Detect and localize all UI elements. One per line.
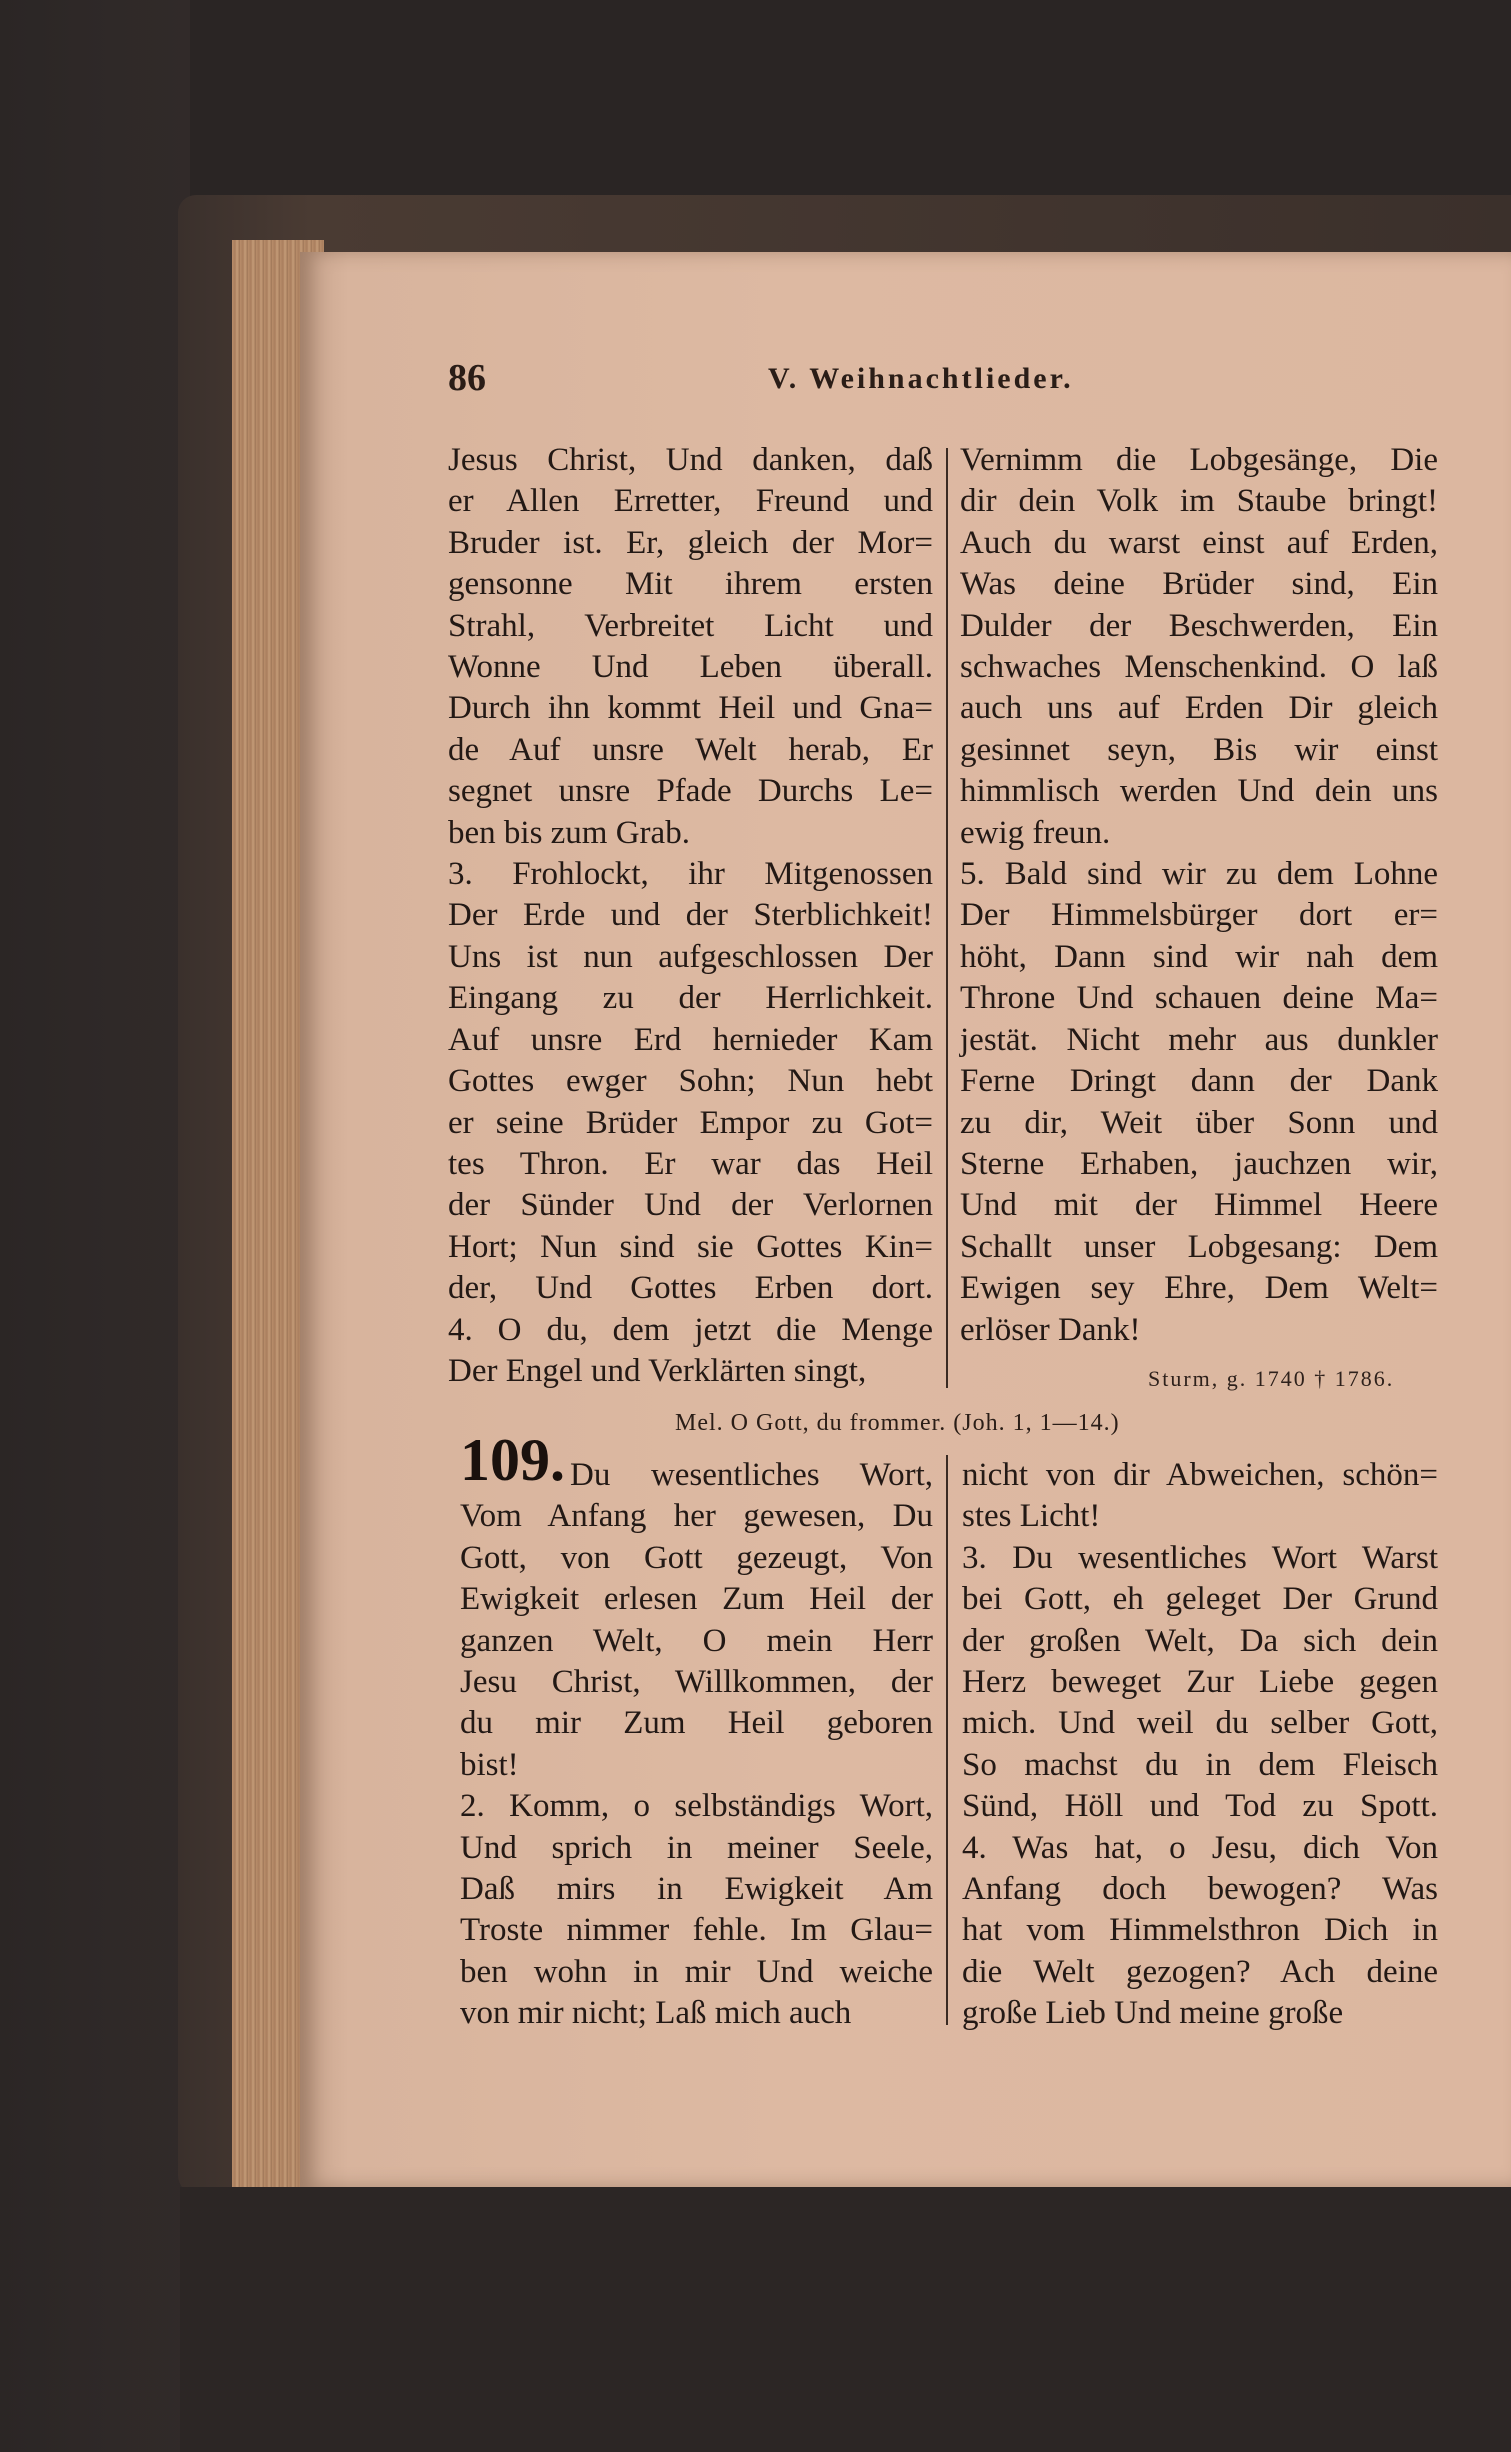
text-line: 2. Komm, o selbständigs Wort, [460, 1788, 933, 1825]
text-line: Wonne Und Leben überall. [448, 649, 933, 686]
text-line: Gottes ewger Sohn; Nun hebt [448, 1063, 933, 1100]
text-line: Strahl, Verbreitet Licht und [448, 607, 933, 644]
melody-line: Mel. O Gott, du frommer. (Joh. 1, 1—14.) [675, 1410, 1120, 1436]
text-line: Dulder der Beschwerden, Ein [960, 607, 1438, 644]
text-line: auch uns auf Erden Dir gleich [960, 690, 1438, 727]
column-divider-top [946, 448, 948, 1388]
text-line: Ewigen sey Ehre, Dem Welt= [960, 1270, 1438, 1307]
text-line: Und mit der Himmel Heere [960, 1187, 1438, 1224]
text-line: dir dein Volk im Staube bringt! [960, 483, 1438, 520]
text-line: Anfang doch bewogen? Was [962, 1871, 1438, 1908]
text-line: Der Engel und Verklärten singt, [448, 1352, 867, 1389]
text-line: ben bis zum Grab. [448, 814, 690, 851]
text-line: er seine Brüder Empor zu Got= [448, 1104, 933, 1141]
top-left-column [448, 440, 933, 1392]
backdrop [0, 0, 190, 2452]
text-line: der großen Welt, Da sich dein [962, 1622, 1438, 1659]
text-line: jestät. Nicht mehr aus dunkler [960, 1021, 1438, 1058]
text-line: Was deine Brüder sind, Ein [960, 566, 1438, 603]
text-line: Ferne Dringt dann der Dank [960, 1063, 1438, 1100]
text-line: erlöser Dank! [960, 1311, 1141, 1348]
text-line: 4. Was hat, o Jesu, dich Von [962, 1829, 1438, 1866]
text-line: Schallt unser Lobgesang: Dem [960, 1228, 1438, 1265]
text-line: große Lieb Und meine große [962, 1995, 1344, 2032]
text-line: Auch du warst einst auf Erden, [960, 524, 1438, 561]
text-line: Bruder ist. Er, gleich der Mor= [448, 524, 933, 561]
text-line: segnet unsre Pfade Durchs Le= [448, 773, 933, 810]
text-line: die Welt gezogen? Ach deine [962, 1953, 1438, 1990]
text-line: 4. O du, dem jetzt die Menge [448, 1311, 933, 1348]
text-line: nicht von dir Abweichen, schön= [962, 1457, 1438, 1493]
text-line: Und sprich in meiner Seele, [460, 1829, 933, 1866]
text-line: bei Gott, eh geleget Der Grund [962, 1581, 1438, 1618]
text-line: hat vom Himmelsthron Dich in [962, 1912, 1438, 1949]
text-line: Troste nimmer fehle. Im Glau= [460, 1912, 933, 1949]
text-line: 3. Frohlockt, ihr Mitgenossen [448, 856, 933, 893]
text-line: Vom Anfang her gewesen, Du [460, 1498, 933, 1535]
text-line: tes Thron. Er war das Heil [448, 1145, 933, 1182]
text-line: 5. Bald sind wir zu dem Lohne [960, 856, 1438, 893]
text-line: Uns ist nun aufgeschlossen Der [448, 938, 933, 975]
text-line: ewig freun. [960, 814, 1111, 851]
text-line: ganzen Welt, O mein Herr [460, 1622, 933, 1659]
text-line: So machst du in dem Fleisch [962, 1746, 1438, 1783]
text-line: Vernimm die Lobgesänge, Die [960, 442, 1438, 478]
text-line: ben wohn in mir Und weiche [460, 1953, 933, 1990]
text-line: du mir Zum Heil geboren [460, 1705, 933, 1742]
text-line: Der Himmelsbürger dort er= [960, 897, 1438, 934]
column-divider-bottom [946, 1455, 948, 2025]
text-line: Eingang zu der Herrlichkeit. [448, 980, 933, 1017]
text-line: bist! [460, 1746, 519, 1783]
backdrop-bottom [180, 2187, 1511, 2452]
text-line: Jesu Christ, Willkommen, der [460, 1664, 933, 1701]
text-line: stes Licht! [962, 1498, 1101, 1535]
text-line: der Sünder Und der Verlornen [448, 1187, 933, 1224]
text-line: Sünd, Höll und Tod zu Spott. [962, 1788, 1438, 1825]
hymn-number: 109. [460, 1427, 565, 1493]
text-line: Der Erde und der Sterblichkeit! [448, 897, 933, 934]
page-header [448, 356, 1438, 416]
text-line: de Auf unsre Welt herab, Er [448, 731, 933, 768]
text-line: Ewigkeit erlesen Zum Heil der [460, 1581, 933, 1618]
text-line: der, Und Gottes Erben dort. [448, 1270, 933, 1307]
text-line: von mir nicht; Laß mich auch [460, 1995, 852, 2032]
text-line: gesinnet seyn, Bis wir einst [960, 731, 1438, 768]
text-line: zu dir, Weit über Sonn und [960, 1104, 1438, 1141]
text-line: Auf unsre Erd hernieder Kam [448, 1021, 933, 1058]
text-line: höht, Dann sind wir nah dem [960, 938, 1438, 975]
text-line: himmlisch werden Und dein uns [960, 773, 1438, 810]
text-line: Du wesentliches Wort, [570, 1457, 933, 1493]
text-line: Throne Und schauen deine Ma= [960, 980, 1438, 1017]
text-line: schwaches Menschenkind. O laß [960, 649, 1438, 686]
bottom-right-column [962, 1455, 1438, 2035]
text-line: Herz beweget Zur Liebe gegen [962, 1664, 1438, 1701]
text-line: 3. Du wesentliches Wort Warst [962, 1539, 1438, 1576]
top-right-column [960, 440, 1438, 1351]
running-head: V. Weihnachtlieder. [768, 362, 1074, 395]
bottom-left-column [460, 1455, 933, 2035]
text-line: Jesus Christ, Und danken, daß [448, 442, 933, 478]
text-line: Sterne Erhaben, jauchzen wir, [960, 1145, 1438, 1182]
text-line: Gott, von Gott gezeugt, Von [460, 1539, 933, 1576]
author-attribution: Sturm, g. 1740 † 1786. [1148, 1366, 1395, 1391]
page-number: 86 [448, 357, 486, 399]
text-line: Durch ihn kommt Heil und Gna= [448, 690, 933, 727]
text-line: Daß mirs in Ewigkeit Am [460, 1871, 933, 1908]
text-line: mich. Und weil du selber Gott, [962, 1705, 1438, 1742]
text-line: gensonne Mit ihrem ersten [448, 566, 933, 603]
text-line: Hort; Nun sind sie Gottes Kin= [448, 1228, 933, 1265]
text-line: er Allen Erretter, Freund und [448, 483, 933, 520]
